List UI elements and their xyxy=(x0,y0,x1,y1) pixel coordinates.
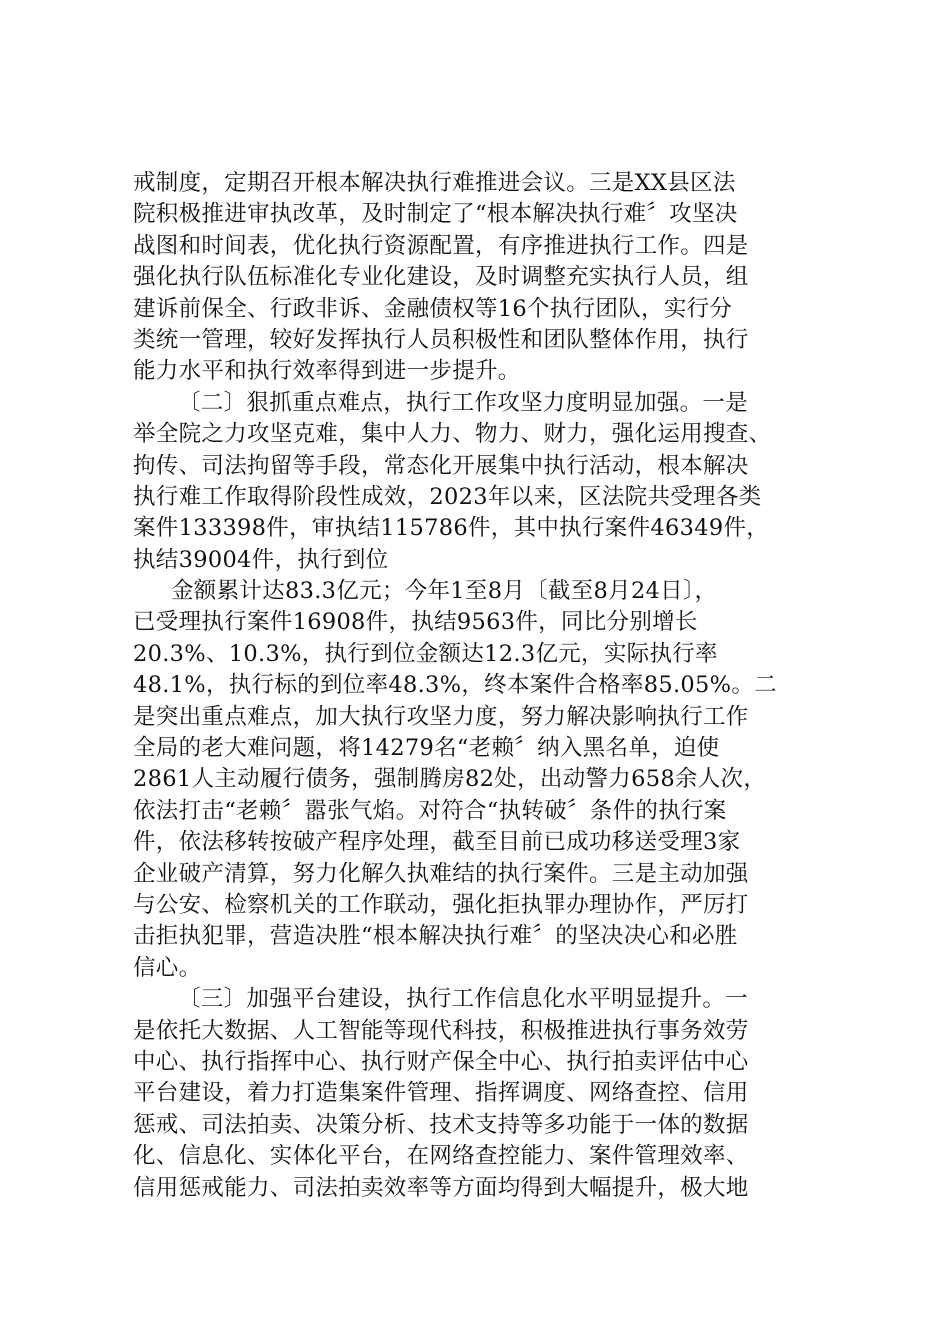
text-line: 案件133398件，审执结115786件，其中执行案件46349件， xyxy=(133,515,770,542)
text-line: 已受理执行案件16908件，执结9563件，同比分别增长 xyxy=(133,609,698,636)
text-line: 建诉前保全、行政非诉、金融债权等16个执行团队，实行分 xyxy=(133,295,733,322)
text-line: 执行难工作取得阶段性成效，2023年以来，区法院共受理各类 xyxy=(133,483,762,510)
text-line: 强化执行队伍标准化专业化建设，及时调整充实执行人员，组 xyxy=(133,264,749,291)
text-line: 击拒执犯罪，营造决胜“根本解决执行难〞的坚决决心和必胜 xyxy=(133,923,738,950)
text-line: 2861人主动履行债务，强制腾房82处，出动警力658余人次， xyxy=(133,766,767,793)
text-line: 全局的老大难问题，将14279名“老赖〞纳入黑名单，迫使 xyxy=(133,735,720,762)
section-heading-line: 〔二〕狠抓重点难点，执行工作攻坚力度明显加强。一是 xyxy=(178,389,749,416)
text-line: 能力水平和执行效率得到进一步提升。 xyxy=(133,358,521,385)
text-line: 信用惩戒能力、司法拍卖效率等方面均得到大幅提升，极大地 xyxy=(133,1174,749,1201)
text-line: 惩戒、司法拍卖、决策分析、技术支持等多功能于一体的数据 xyxy=(133,1111,749,1138)
text-line: 戒制度，定期召开根本解决执行难推进会议。三是XX县区法 xyxy=(133,170,736,196)
text-line: 中心、执行指挥中心、执行财产保全中心、执行拍卖评估中心 xyxy=(133,1048,749,1075)
text-line: 依法打击“老赖〞嚣张气焰。对符合“执转破〞条件的执行案 xyxy=(133,797,727,824)
text-line: 是突出重点难点，加大执行攻坚力度，努力解决影响执行工作 xyxy=(133,703,749,730)
document-body xyxy=(133,168,833,1204)
text-line: 48.1%，执行标的到位率48.3%，终本案件合格率85.05%。二 xyxy=(133,672,777,699)
text-line: 企业破产清算，努力化解久执难结的执行案件。三是主动加强 xyxy=(133,860,749,887)
text-line: 化、信息化、实体化平台，在网络查控能力、案件管理效率、 xyxy=(133,1143,749,1170)
text-line: 20.3%、10.3%，执行到位金额达12.3亿元，实际执行率 xyxy=(133,640,718,667)
text-line: 战图和时间表，优化执行资源配置，有序推进执行工作。四是 xyxy=(133,232,749,259)
text-line: 举全院之力攻坚克难，集中人力、物力、财力，强化运用搜查、 xyxy=(133,421,772,448)
text-line: 件，依法移转按破产程序处理，截至目前已成功移送受理3家 xyxy=(133,829,741,856)
text-line: 与公安、检察机关的工作联动，强化拒执罪办理协作，严厉打 xyxy=(133,891,749,918)
text-line: 执结39004件，执行到位 xyxy=(133,546,389,573)
text-line: 信心。 xyxy=(133,954,202,981)
text-line: 金额累计达83.3亿元；今年1至8月〔截至8月24日〕， xyxy=(171,578,718,605)
text-line: 平台建设，着力打造集案件管理、指挥调度、网络查控、信用 xyxy=(133,1080,749,1107)
text-line: 拘传、司法拘留等手段，常态化开展集中执行活动，根本解决 xyxy=(133,452,749,479)
text-line: 是依托大数据、人工智能等现代科技，积极推进执行事务效劳 xyxy=(133,1017,749,1044)
text-line: 类统一管理，较好发挥执行人员积极性和团队整体作用，执行 xyxy=(133,326,749,353)
text-line: 院积极推进审执改革，及时制定了“根本解决执行难〞攻坚决 xyxy=(133,201,738,228)
section-heading-line: 〔三〕加强平台建设，执行工作信息化水平明显提升。一 xyxy=(178,986,749,1013)
